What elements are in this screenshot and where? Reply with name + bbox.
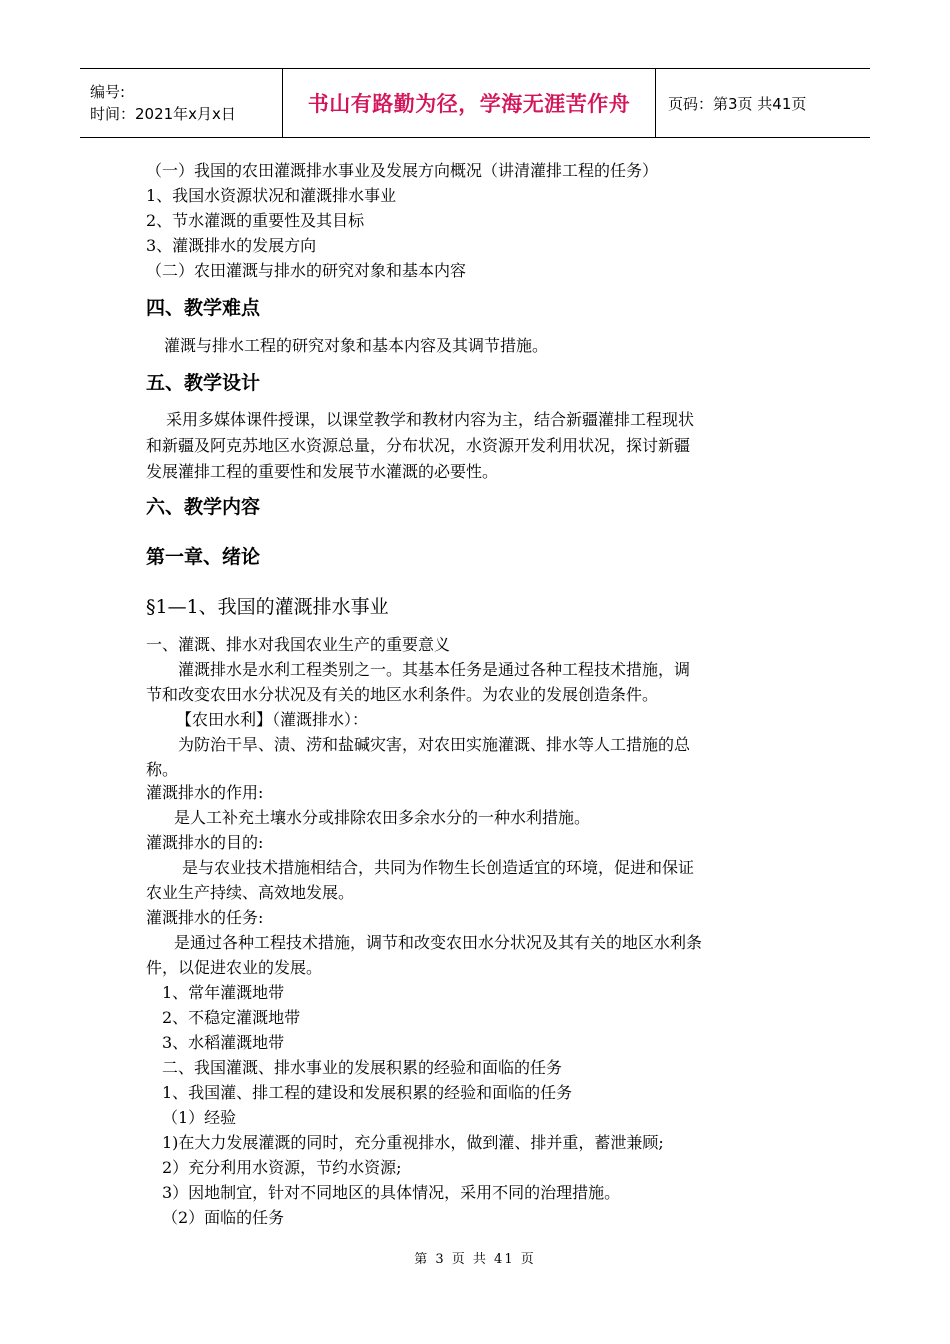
page-header <box>80 68 870 138</box>
body-line: （二）农田灌溉与排水的研究对象和基本内容 <box>146 261 467 280</box>
body-line: 是与农业技术措施相结合，共同为作物生长创造适宜的环境，促进和保证 <box>182 858 695 877</box>
body-line: 农业生产持续、高效地发展。 <box>146 883 355 902</box>
list-item: 3）因地制宜，针对不同地区的具体情况，采用不同的治理措施。 <box>162 1183 621 1202</box>
body-line: 节和改变农田水分状况及有关的地区水利条件。为农业的发展创造条件。 <box>146 685 659 704</box>
body-line: 【农田水利】（灌溉排水）： <box>176 710 369 729</box>
body-line: 灌溉排水是水利工程类别之一。其基本任务是通过各种工程技术措施，调 <box>178 660 691 679</box>
body-line: （一）我国的农田灌溉排水事业及发展方向概况（讲清灌排工程的任务） <box>146 161 659 180</box>
header-meta <box>80 69 282 137</box>
body-line: 二、我国灌溉、排水事业的发展积累的经验和面临的任务 <box>162 1058 563 1077</box>
body-line: 件，以促进农业的发展。 <box>146 958 323 977</box>
body-line: 为防治干旱、渍、涝和盐碱灾害，对农田实施灌溉、排水等人工措施的总 <box>178 735 691 754</box>
body-line: 3、灌溉排水的发展方向 <box>146 236 317 255</box>
body-line: 是人工补充土壤水分或排除农田多余水分的一种水利措施。 <box>174 808 591 827</box>
body-line: 灌溉排水的任务: <box>146 908 264 927</box>
list-item: （1）经验 <box>162 1108 237 1127</box>
body-line: 发展灌排工程的重要性和发展节水灌溉的必要性。 <box>146 462 499 481</box>
body-line: 和新疆及阿克苏地区水资源总量，分布状况，水资源开发利用状况，探讨新疆 <box>146 436 691 455</box>
body-line: 灌溉排水的作用: <box>146 783 264 802</box>
heading-difficulty: 四、教学难点 <box>146 297 261 319</box>
page-footer: 第 3 页 共 41 页 <box>414 1252 536 1267</box>
list-item: 1、常年灌溉地带 <box>162 983 285 1002</box>
page-label: 页码：第3页 共41页 <box>668 94 807 113</box>
list-item: 2）充分利用水资源，节约水资源; <box>162 1158 402 1177</box>
body-line: 2、节水灌溉的重要性及其目标 <box>146 211 365 230</box>
list-item: 1)在大力发展灌溉的同时，充分重视排水，做到灌、排并重，蓄泄兼顾; <box>162 1133 664 1152</box>
list-item: 3、水稻灌溉地带 <box>162 1033 285 1052</box>
list-item: 2、不稳定灌溉地带 <box>162 1008 301 1027</box>
list-item: （2）面临的任务 <box>162 1208 285 1227</box>
body-line: 灌溉排水的目的: <box>146 833 264 852</box>
body-line: 称。 <box>146 760 179 779</box>
section-title: §1—1、我国的灌溉排水事业 <box>146 596 389 618</box>
header-motto-cell <box>282 69 656 137</box>
body-line: 是通过各种工程技术措施，调节和改变农田水分状况及其有关的地区水利条 <box>174 933 703 952</box>
body-line: 1、我国灌、排工程的建设和发展积累的经验和面临的任务 <box>162 1083 573 1102</box>
body-line: 1、我国水资源状况和灌溉排水事业 <box>146 186 397 205</box>
body-line: 灌溉与排水工程的研究对象和基本内容及其调节措施。 <box>164 336 549 355</box>
chapter-title: 第一章、绪论 <box>146 546 261 568</box>
heading-content: 六、教学内容 <box>146 496 261 518</box>
body-line: 采用多媒体课件授课，以课堂教学和教材内容为主，结合新疆灌排工程现状 <box>166 410 695 429</box>
time-label: 时间：2021年x月x日 <box>90 105 236 123</box>
motto: 书山有路勤为径，学海无涯苦作舟 <box>307 92 631 116</box>
heading-design: 五、教学设计 <box>146 372 261 394</box>
header-page-cell <box>656 69 870 137</box>
body-line: 一、灌溉、排水对我国农业生产的重要意义 <box>146 635 451 654</box>
number-label: 编号: <box>90 83 126 101</box>
